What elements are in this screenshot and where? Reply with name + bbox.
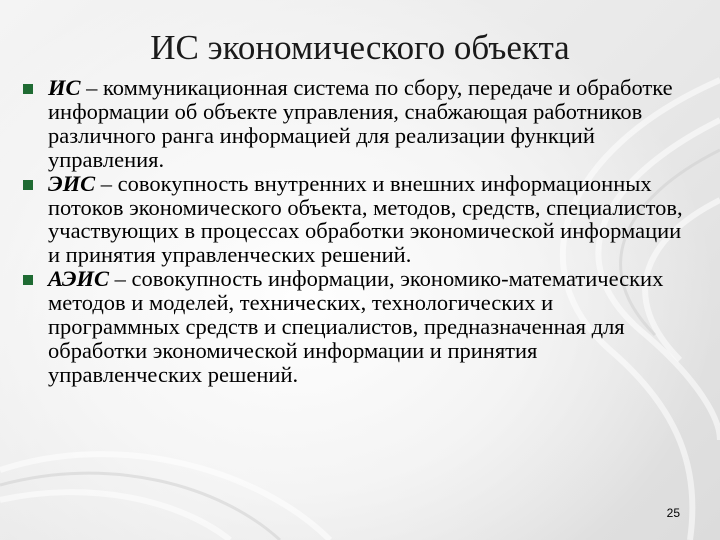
definition-eis: – совокупность внутренних и внешних информационных потоков экономического объекта, методов, средств, специалистов, участвующих в процессах обработки экономической информации и принятия управленческих решений. <box>48 170 683 268</box>
definition-is: – коммуникационная система по сбору, передаче и обработке информации об объекте управления, снабжающая работников различного ранга информацией для реализации функций управления. <box>48 75 673 172</box>
term-is: ИС <box>48 75 81 100</box>
slide-title: ИС экономического объекта <box>150 28 570 67</box>
square-bullet-icon <box>23 275 33 285</box>
bullet-item-aeis <box>20 267 690 387</box>
bullet-item-eis <box>20 172 690 268</box>
term-aeis: АЭИС <box>48 266 110 292</box>
term-eis: ЭИС <box>48 170 96 196</box>
page-number: 25 <box>666 506 680 520</box>
square-bullet-icon <box>23 84 33 94</box>
bullet-list <box>20 76 690 387</box>
definition-aeis: – совокупность информации, экономико-математических методов и моделей, технических, технологических и программных средств и специалистов, предназначенная для обработки экономической информации и принятия управленческих решений. <box>48 266 664 387</box>
square-bullet-icon <box>23 180 33 190</box>
bullet-item-is <box>20 76 690 172</box>
